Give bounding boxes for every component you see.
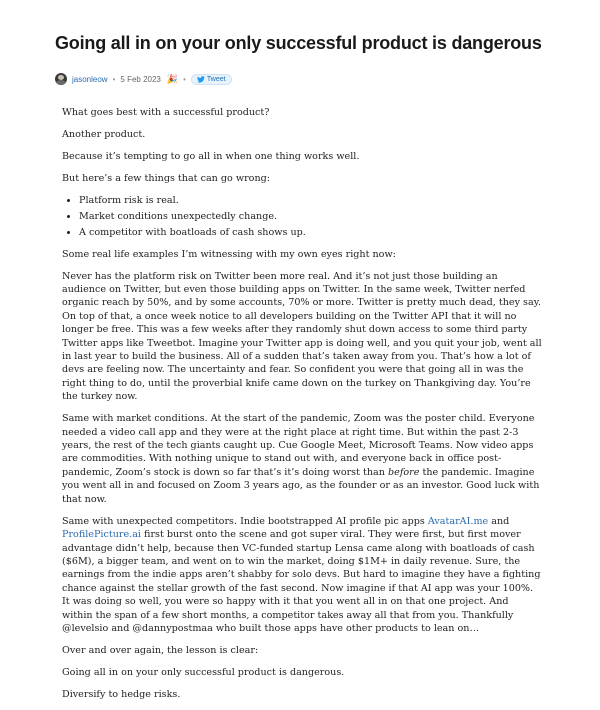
paragraph: What goes best with a successful product? — [62, 107, 270, 118]
avatarai-link[interactable]: AvatarAI.me — [427, 515, 489, 527]
party-emoji[interactable]: 🎉 — [166, 73, 179, 84]
tweet-button-label: Tweet — [206, 75, 226, 83]
profilepicture-link[interactable]: ProfilePicture.ai — [62, 529, 141, 541]
paragraph — [62, 412, 542, 506]
twitter-bird-icon — [197, 76, 205, 83]
post-date: 5 Feb 2023 — [120, 74, 161, 84]
paragraph: But here’s a few things that can go wrong: — [62, 173, 271, 184]
list-item: • A competitor with boatloads of cash shows up. — [79, 226, 542, 239]
author-avatar[interactable] — [55, 73, 67, 85]
post-content — [62, 106, 542, 710]
tweet-button[interactable] — [191, 74, 232, 85]
text-span: Same with market conditions. At the start of the pandemic, Zoom was the poster child. Everyone needed a video call app and they were at the right place at right time. But within the past 2-3 years, the rest of the tech giants caught up. Cue Google Meet, Microsoft Teams. Now video apps are commodities. With nothing unique to stand out with, and everyone back in office post-pandemic, Zoom’s stock is down so far that’s it’s doing worst than — [62, 413, 535, 478]
paragraph: Another product. — [62, 129, 146, 140]
text-span: first burst onto the scene and got super viral. They were first, but first mover advantage didn’t help, because then VC-funded startup Lensa came along with boatloads of cash ($6M), a bigger team, and went on to win the market, doing $1M+ in daily revenue. Sure, the earnings from the indie apps aren’t shabby for solo devs. But hard to imagine they have a fighting chance against the stellar growth of the fast second. Now imagine if that AI app was your 100%. It was doing so well, you were so happy with it that you went all in on that one project. And within the span of a few short months, a competitor takes away all that from you. Thankfully @levelsio and @dannypostmaa who built those apps have other products to lean on… — [62, 529, 541, 634]
paragraph: Never has the platform risk on Twitter been more real. And it’s not just those building an audience on Twitter, but even those building apps on Twitter. In the same week, Twitter nerfed organic reach by 50%, and by some accounts, 70% or more. Twitter is pretty much dead, they say. On top of that, a once week notice to all developers building on the Twitter API that it will no longer be free. This was a few weeks after they randomly shut down access to some third party Twitter apps like Tweetbot. Imagine your Twitter app is doing well, and you quit your job, went all in last year to build the business. All of a sudden that’s taken away from you. That’s how a lot of devs are feeling now. The uncertainty and fear. So confident you were that going all in was the right thing to do, until the proverbial knife came down on the turkey on Thankgiving day. You’re the turkey now. — [62, 270, 542, 403]
paragraph: Some real life examples I’m witnessing with my own eyes right now: — [62, 248, 396, 260]
risk-list — [62, 194, 542, 239]
list-item: • Market conditions unexpectedly change. — [79, 210, 542, 223]
post-title: Going all in on your only successful product is dangerous — [55, 33, 542, 53]
paragraph — [62, 515, 542, 636]
text-span: Same with unexpected competitors. Indie bootstrapped AI profile pic apps — [62, 515, 428, 527]
text-span: and — [488, 515, 510, 527]
paragraph: Over and over again, the lesson is clear: — [62, 644, 259, 656]
meta-separator: • — [112, 74, 116, 84]
paragraph: Because it’s tempting to go all in when one thing works well. — [62, 151, 360, 162]
author-link[interactable]: jasonleow — [72, 74, 108, 84]
list-item: • Platform risk is real. — [79, 194, 542, 207]
meta-separator-2: • — [183, 74, 186, 84]
text-span: the pandemic. Imagine you went all in and focused on Zoom 3 years ago, as the founder or as an investor. Good luck with that now. — [62, 466, 540, 505]
paragraph: Going all in on your only successful product is dangerous. — [62, 666, 345, 678]
paragraph: Diversify to hedge risks. — [62, 688, 181, 700]
emphasis: before — [388, 466, 420, 478]
post-meta — [55, 71, 232, 87]
